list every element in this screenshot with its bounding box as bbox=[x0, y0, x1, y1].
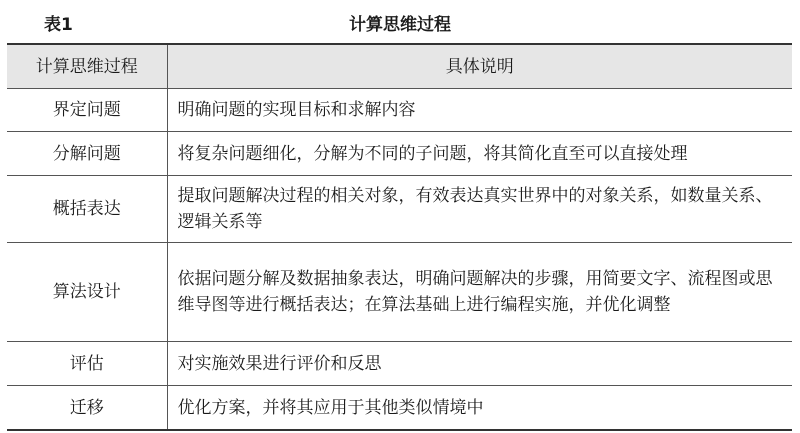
header-description: 具体说明 bbox=[167, 44, 792, 89]
process-cell: 迁移 bbox=[7, 386, 167, 431]
table-row bbox=[7, 89, 792, 132]
description-cell: 对实施效果进行评价和反思 bbox=[167, 342, 792, 386]
table-row bbox=[7, 176, 792, 243]
description-cell: 将复杂问题细化，分解为不同的子问题，将其简化直至可以直接处理 bbox=[167, 132, 792, 176]
process-cell: 评估 bbox=[7, 342, 167, 386]
process-cell: 界定问题 bbox=[7, 89, 167, 132]
table-row bbox=[7, 386, 792, 431]
process-cell: 分解问题 bbox=[7, 132, 167, 176]
table-row bbox=[7, 342, 792, 386]
description-cell: 明确问题的实现目标和求解内容 bbox=[167, 89, 792, 132]
description-cell: 提取问题解决过程的相关对象，有效表达真实世界中的对象关系，如数量关系、逻辑关系等 bbox=[167, 176, 792, 243]
description-cell: 优化方案，并将其应用于其他类似情境中 bbox=[167, 386, 792, 431]
header-process: 计算思维过程 bbox=[7, 44, 167, 89]
table-number: 表1 bbox=[44, 15, 73, 35]
process-cell: 概括表达 bbox=[7, 176, 167, 243]
table-row bbox=[7, 243, 792, 342]
table-title: 计算思维过程 bbox=[349, 15, 451, 35]
process-cell: 算法设计 bbox=[7, 243, 167, 342]
table-row bbox=[7, 132, 792, 176]
description-cell: 依据问题分解及数据抽象表达，明确问题解决的步骤，用简要文字、流程图或思维导图等进行概括表达；在算法基础上进行编程实施，并优化调整 bbox=[167, 243, 792, 342]
table-caption bbox=[0, 0, 800, 42]
process-table bbox=[7, 43, 792, 431]
table-header-row bbox=[7, 44, 792, 89]
